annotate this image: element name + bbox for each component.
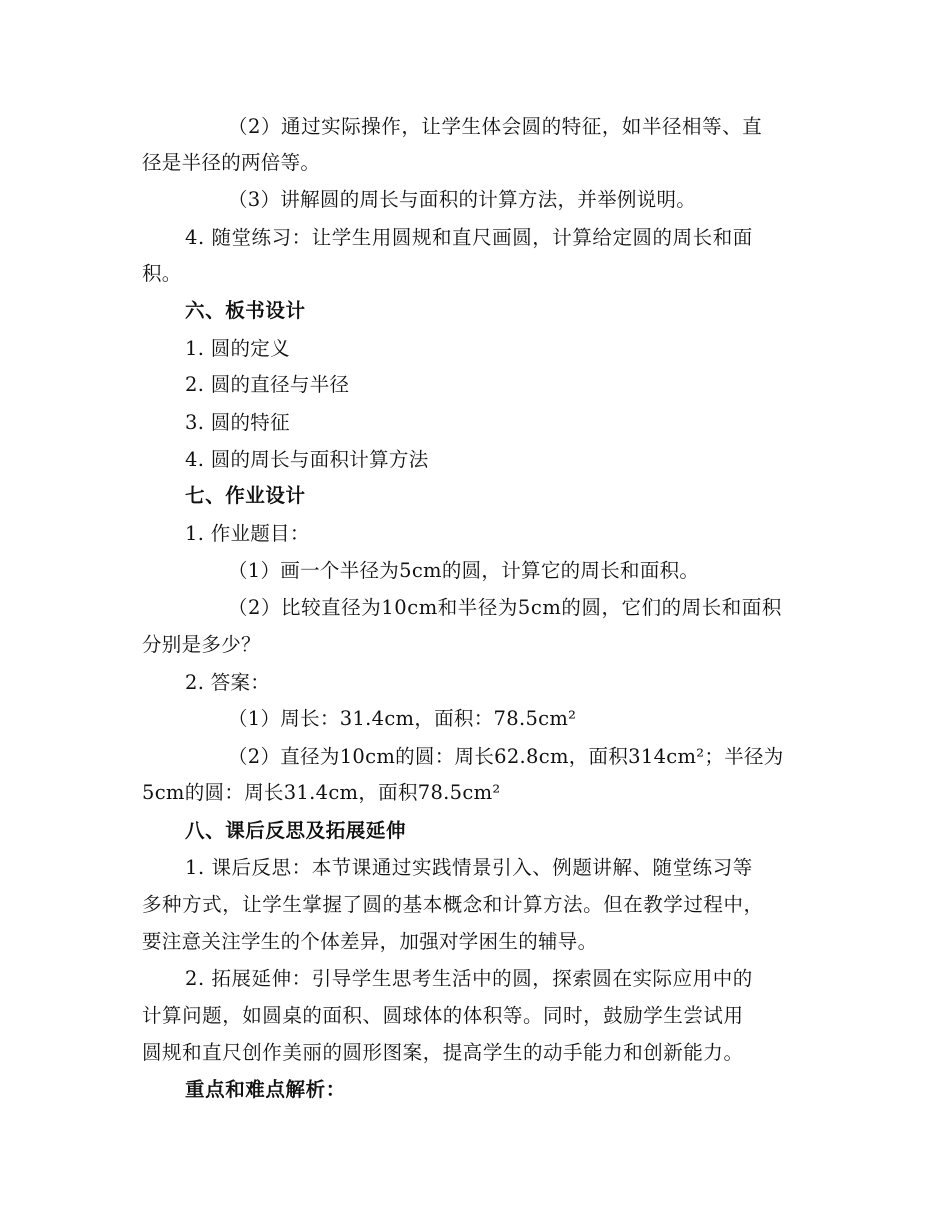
list-item: 1. 作业题目：	[185, 522, 310, 545]
paragraph-line: （2）通过实际操作，让学生体会圆的特征，如半径相等、直	[228, 115, 763, 138]
list-item: 1. 圆的定义	[185, 337, 290, 360]
list-item: 3. 圆的特征	[185, 411, 290, 434]
paragraph-line: 要注意关注学生的个体差异，加强对学困生的辅导。	[142, 930, 598, 953]
section-heading: 重点和难点解析：	[185, 1078, 346, 1101]
list-item: 4. 圆的周长与面积计算方法	[185, 448, 429, 471]
list-item: （1）画一个半径为5cm的圆，计算它的周长和面积。	[228, 559, 700, 582]
list-item: （1）周长：31.4cm，面积：78.5cm²	[228, 707, 577, 730]
paragraph-line: 计算问题，如圆桌的面积、圆球体的体积等。同时，鼓励学生尝试用	[142, 1004, 744, 1027]
paragraph-line: 径是半径的两倍等。	[142, 151, 321, 174]
paragraph-line: 5cm的圆：周长31.4cm，面积78.5cm²	[142, 781, 501, 804]
list-item: （2）比较直径为10cm和半径为5cm的圆，它们的周长和面积	[228, 596, 782, 619]
paragraph-line: 多种方式，让学生掌握了圆的基本概念和计算方法。但在教学过程中，	[142, 893, 764, 916]
paragraph-line: （3）讲解圆的周长与面积的计算方法，并举例说明。	[228, 188, 697, 211]
list-item: 2. 拓展延伸：引导学生思考生活中的圆，探索圆在实际应用中的	[185, 967, 753, 990]
list-item: 1. 课后反思：本节课通过实践情景引入、例题讲解、随堂练习等	[185, 856, 753, 879]
paragraph-line: 分别是多少？	[142, 633, 261, 656]
section-heading: 七、作业设计	[185, 484, 306, 507]
list-item: 4. 随堂练习：让学生用圆规和直尺画圆，计算给定圆的周长和面	[185, 226, 753, 249]
list-item: 2. 答案：	[185, 671, 271, 694]
paragraph-line: 圆规和直尺创作美丽的圆形图案，提高学生的动手能力和创新能力。	[142, 1041, 744, 1064]
paragraph-line: 积。	[142, 262, 182, 285]
list-item: 2. 圆的直径与半径	[185, 373, 350, 396]
section-heading: 八、课后反思及拓展延伸	[185, 819, 407, 842]
section-heading: 六、板书设计	[185, 299, 306, 322]
list-item: （2）直径为10cm的圆：周长62.8cm，面积314cm²；半径为	[228, 745, 784, 768]
